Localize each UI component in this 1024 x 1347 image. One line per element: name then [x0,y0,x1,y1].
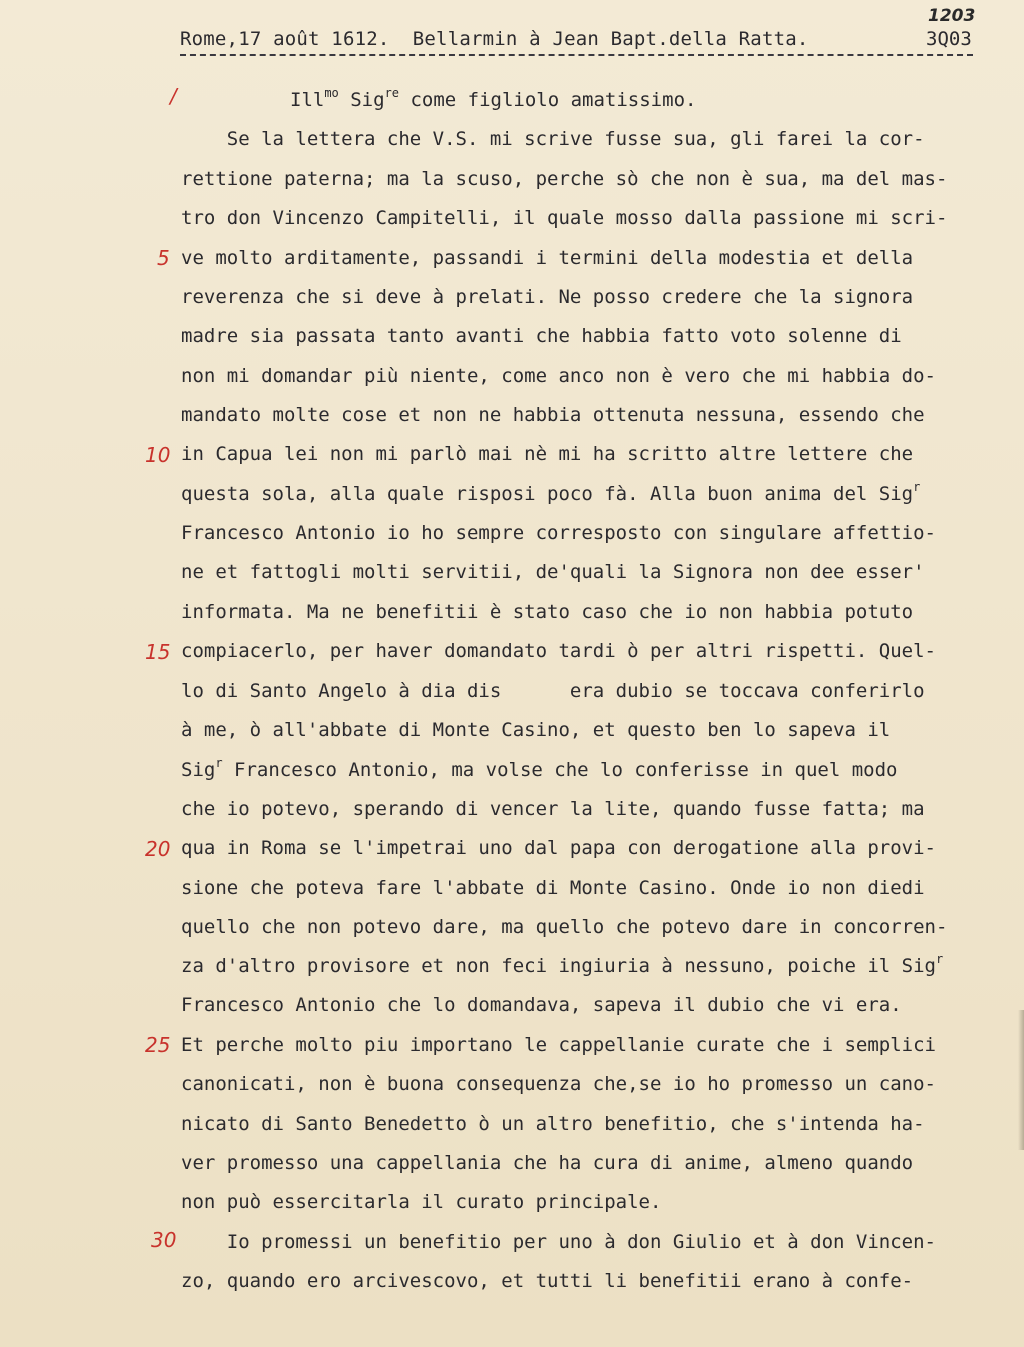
margin-mark-10: 10 [145,443,171,467]
body-line-21: quello che non potevo dare, ma quello che potevo dare in concorren- [181,916,948,938]
salutation-ill: Ill [290,89,325,111]
body-line-3: tro don Vincenzo Campitelli, il quale mosso dalla passione mi scri- [181,207,948,229]
body-line-27: ver promesso una cappellania che ha cura di anime, almeno quando [181,1152,914,1174]
sig-sup-r: r [913,480,921,494]
body-line-17 [181,758,897,782]
body-line-10 [181,482,920,506]
body-line-8: mandato molte cose et non ne habbia ottenuta nessuna, essendo che [181,404,925,426]
salutation [290,88,696,112]
margin-mark-5: 5 [157,246,170,270]
body-line-22-text: za d'altro provisore et non feci ingiuria à nessuno, poiche il Sig [181,955,936,977]
body-line-28: non può essercitarla il curato principale. [181,1191,662,1213]
body-line-24: Et perche molto piu importano le cappellanie curate che i semplici [181,1034,936,1056]
body-line-11: Francesco Antonio io ho sempre corresposto con singulare affettio- [181,522,936,544]
margin-mark-30: 30 [151,1228,177,1252]
body-line-30: zo, quando ero arcivescovo, et tutti li benefitii erano à confe- [181,1270,914,1292]
body-line-1: Se la lettera che V.S. mi scrive fusse sua, gli farei la cor- [181,128,925,150]
body-line-14: compiacerlo, per haver domandato tardi ò per altri rispetti. Quel- [181,640,936,662]
salutation-rest: come figliolo amatissimo. [410,89,697,111]
body-line-9: in Capua lei non mi parlò mai nè mi ha scritto altre lettere che [181,443,914,465]
body-line-4: ve molto arditamente, passandi i termini della modestia et della [181,247,914,269]
body-line-19: qua in Roma se l'impetrai uno dal papa con derogatione alla provi- [181,837,936,859]
body-line-26: nicato di Santo Benedetto ò un altro benefitio, che s'intenda ha- [181,1113,925,1135]
body-line-25: canonicati, non è buona consequenza che,se io ho promesso un cano- [181,1073,936,1095]
body-line-17-text: Francesco Antonio, ma volse che lo conferisse in quel modo [222,759,898,781]
body-line-5: reverenza che si deve à prelati. Ne posso credere che la signora [181,286,914,308]
page-edge-shadow [1018,1010,1024,1150]
body-line-6: madre sia passata tanto avanti che habbia fatto voto solenne di [181,325,902,347]
body-line-29: Io promessi un benefitio per uno à don Giulio et à don Vincen- [181,1231,936,1253]
body-line-20: sione che poteva fare l'abbate di Monte Casino. Onde io non diedi [181,877,925,899]
margin-mark-20: 20 [145,837,171,861]
handwritten-number: 1203 [928,6,976,26]
margin-mark-1: / [170,84,177,108]
document-header: Rome,17 août 1612. Bellarmin à Jean Bapt.della Ratta. [180,28,809,50]
body-line-7: non mi domandar più niente, come anco non è vero che mi habbia do- [181,365,936,387]
sig-sup-r: r [935,952,944,966]
salutation-sig-sup: re [384,86,400,100]
body-line-10-text: questa sola, alla quale risposi poco fà. Alla buon anima del Sig [181,483,914,505]
body-line-12: ne et fattogli molti servitii, de'quali la Signora non dee esser' [181,561,925,583]
header-rule [180,54,973,56]
page-number: 3Q03 [926,28,972,50]
salutation-ill-sup: mo [324,86,339,100]
body-line-16: à me, ò all'abbate di Monte Casino, et questo ben lo sapeva il [181,719,891,741]
body-line-17-sig: Sig [181,759,216,781]
body-line-15: lo di Santo Angelo à dia dis era dubio se toccava conferirlo [181,680,925,702]
sig-sup-r: r [215,756,223,770]
body-line-18: che io potevo, sperando di vencer la lite, quando fusse fatta; ma [181,798,925,820]
margin-mark-25: 25 [145,1033,171,1057]
margin-mark-15: 15 [145,640,171,664]
body-line-22 [181,954,943,978]
body-line-13: informata. Ma ne benefitii è stato caso che io non habbia potuto [181,601,914,623]
salutation-sig: Sig [350,89,385,111]
body-line-23: Francesco Antonio che lo domandava, sapeva il dubio che vi era. [181,994,902,1016]
body-line-2: rettione paterna; ma la scuso, perche sò che non è sua, ma del mas- [181,168,948,190]
